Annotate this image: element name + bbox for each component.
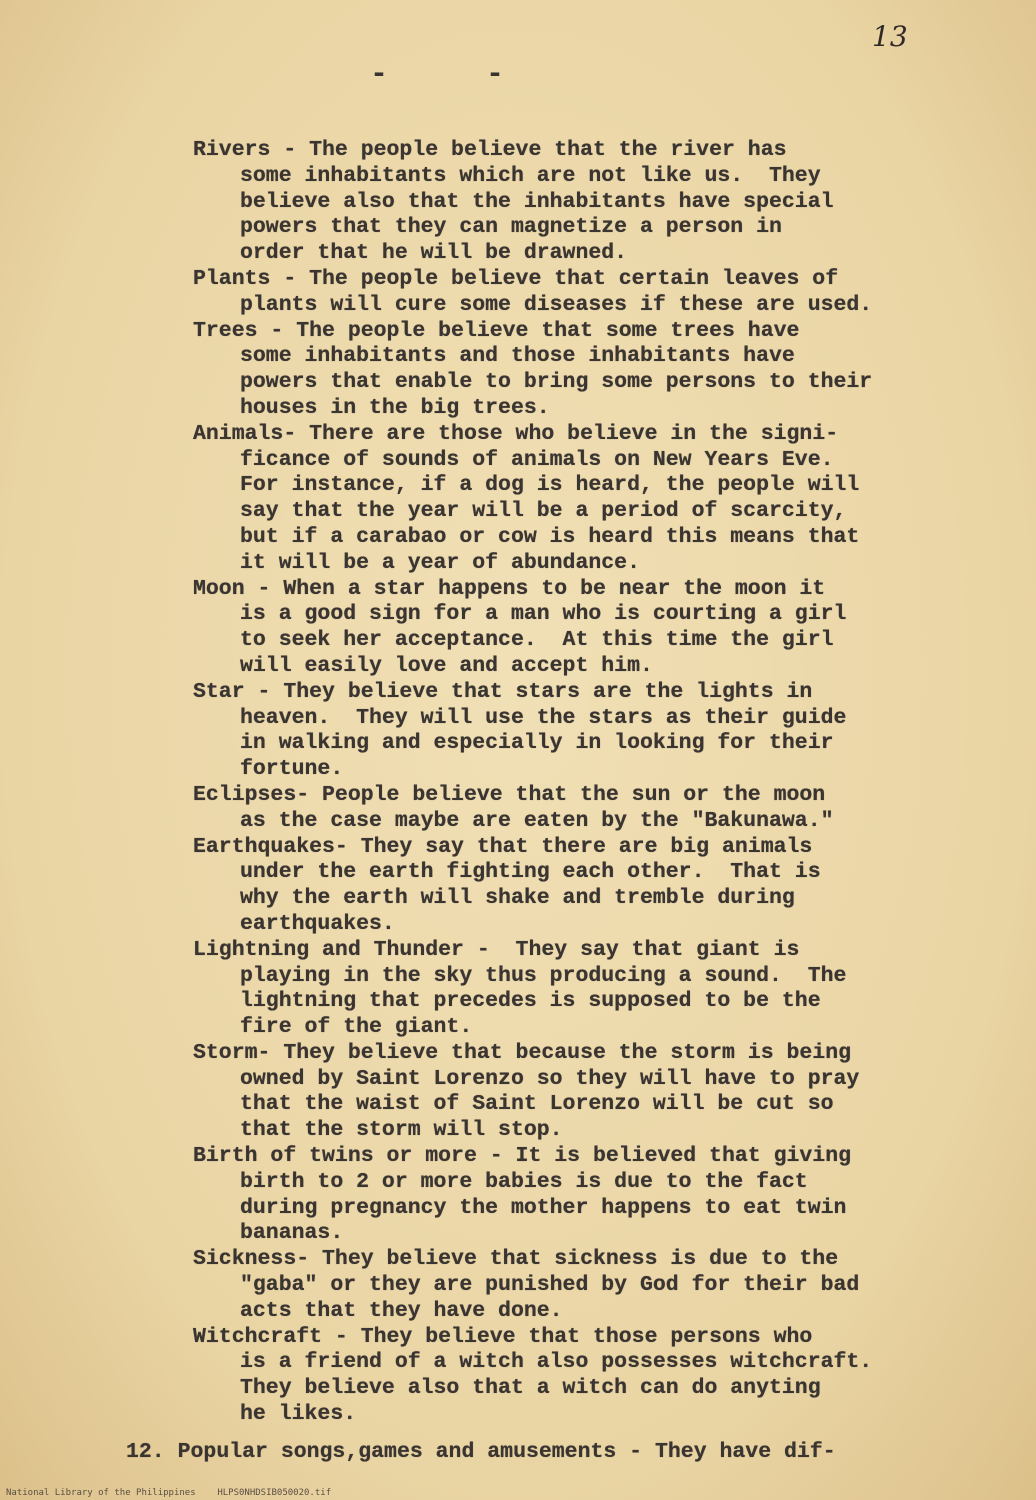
entry-line: fire of the giant. (240, 1015, 473, 1040)
entry-line: powers that enable to bring some persons to their (240, 370, 873, 395)
entry-first-line: Trees - The people believe that some trees have (193, 318, 800, 343)
belief-entry (193, 319, 993, 422)
entry-line: some inhabitants which are not like us. They (240, 163, 821, 188)
entry-line: houses in the big trees. (240, 395, 550, 420)
entry-line: that the storm will stop. (240, 1118, 563, 1143)
entry-line: For instance, if a dog is heard, the people will (240, 473, 860, 498)
entry-first-line: Sickness- They believe that sickness is due to the (193, 1247, 839, 1272)
entry-line: earthquakes. (240, 911, 395, 936)
belief-entry (193, 835, 993, 938)
entry-first-line: Lightning and Thunder - They say that giant is (193, 937, 800, 962)
entry-line: is a friend of a witch also possesses witchcraft. (240, 1350, 873, 1375)
section-12-heading: 12. Popular songs,games and amusements - They have dif- (126, 1440, 836, 1464)
entry-line: is a good sign for a man who is courting a girl (240, 602, 847, 627)
entry-line: birth to 2 or more babies is due to the fact (240, 1169, 808, 1194)
belief-entry (193, 577, 993, 680)
archive-footer: National Library of the Philippines HLPS0NHDSIB050020.tif (6, 1488, 332, 1498)
entry-first-line: Plants - The people believe that certain leaves of (193, 266, 839, 291)
entry-line: playing in the sky thus producing a sound. The (240, 963, 847, 988)
entry-first-line: Witchcraft - They believe that those persons who (193, 1324, 813, 1349)
entry-line: ficance of sounds of animals on New Years Eve. (240, 447, 834, 472)
belief-entry (193, 783, 993, 835)
entry-first-line: Earthquakes- They say that there are big animals (193, 834, 813, 859)
belief-entry (193, 1247, 993, 1324)
entry-line: owned by Saint Lorenzo so they will have to pray (240, 1066, 860, 1091)
header-marks: - - (370, 58, 545, 92)
entry-line: he likes. (240, 1402, 357, 1427)
belief-entry (193, 680, 993, 783)
entry-line: but if a carabao or cow is heard this means that (240, 524, 860, 549)
entry-line: that the waist of Saint Lorenzo will be cut so (240, 1092, 834, 1117)
entry-first-line: Birth of twins or more - It is believed that giving (193, 1144, 852, 1169)
page-number: 13 (872, 20, 908, 53)
entry-line: fortune. (240, 757, 344, 782)
entry-line: to seek her acceptance. At this time the girl (240, 628, 834, 653)
entry-line: heaven. They will use the stars as their guide (240, 705, 847, 730)
entry-line: "gaba" or they are punished by God for their bad (240, 1273, 860, 1298)
entry-line: as the case maybe are eaten by the "Bakunawa." (240, 808, 834, 833)
belief-entries (193, 138, 993, 1428)
entry-line: bananas. (240, 1221, 344, 1246)
belief-entry (193, 938, 993, 1041)
entry-line: acts that they have done. (240, 1298, 563, 1323)
belief-entry (193, 1041, 993, 1144)
entry-line: order that he will be drawned. (240, 241, 628, 266)
entry-line: some inhabitants and those inhabitants have (240, 344, 795, 369)
entry-line: why the earth will shake and tremble during (240, 886, 795, 911)
entry-first-line: Star - They believe that stars are the lights in (193, 679, 813, 704)
belief-entry (193, 422, 993, 577)
entry-line: will easily love and accept him. (240, 653, 653, 678)
entry-line: during pregnancy the mother happens to eat twin (240, 1195, 847, 1220)
belief-entry (193, 138, 993, 267)
entry-line: powers that they can magnetize a person in (240, 215, 782, 240)
entry-first-line: Moon - When a star happens to be near the moon it (193, 576, 826, 601)
belief-entry (193, 1144, 993, 1247)
belief-entry (193, 1325, 993, 1428)
entry-first-line: Storm- They believe that because the storm is being (193, 1040, 852, 1065)
entry-line: it will be a year of abundance. (240, 550, 640, 575)
entry-first-line: Eclipses- People believe that the sun or the moon (193, 782, 826, 807)
entry-line: under the earth fighting each other. That is (240, 860, 821, 885)
entry-first-line: Rivers - The people believe that the river has (193, 138, 787, 162)
entry-line: lightning that precedes is supposed to be the (240, 989, 821, 1014)
entry-line: say that the year will be a period of scarcity, (240, 499, 847, 524)
entry-line: plants will cure some diseases if these are used. (240, 292, 873, 317)
belief-entry (193, 267, 993, 319)
entry-line: in walking and especially in looking for their (240, 731, 834, 756)
entry-first-line: Animals- There are those who believe in the signi- (193, 421, 839, 446)
entry-line: They believe also that a witch can do anyting (240, 1376, 821, 1401)
entry-line: believe also that the inhabitants have special (240, 189, 834, 214)
